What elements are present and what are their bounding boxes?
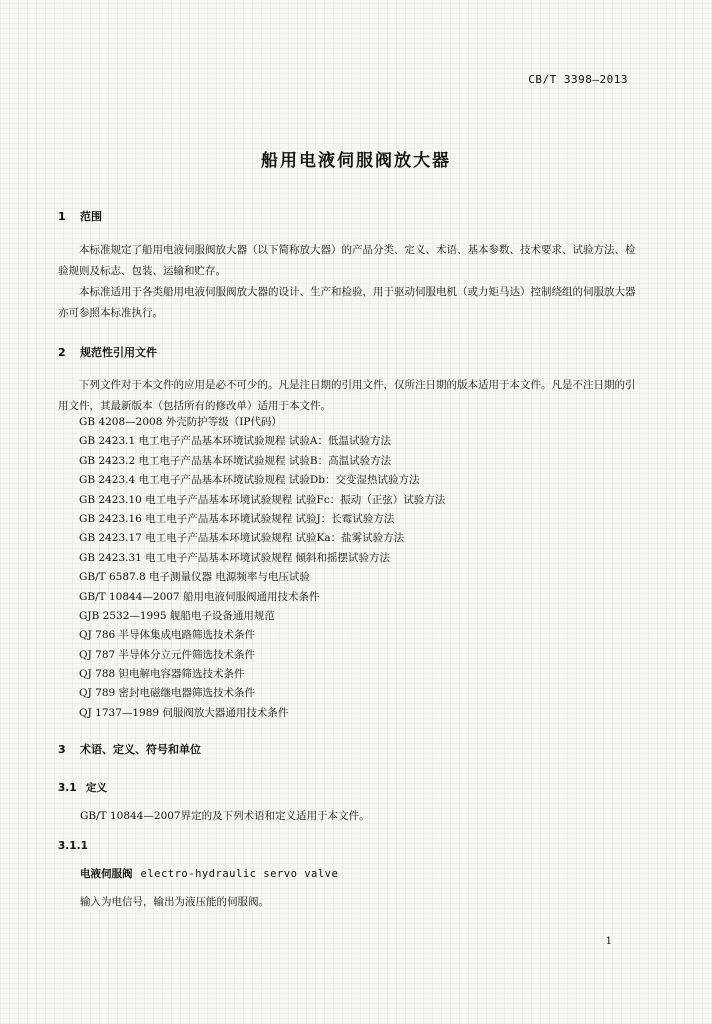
reference-item: QJ 787 半导体分立元件筛选技术条件 — [79, 648, 256, 661]
term-entry — [80, 866, 338, 881]
section-2-heading — [58, 344, 157, 360]
section-3-heading — [58, 741, 201, 757]
normative-intro: 下列文件对于本文件的应用是必不可少的。凡是注日期的引用文件，仅所注日期的版本适用于本文件。凡是不注日期的引用文件，其最新版本（包括所有的修改单）适用于本文件。 — [58, 379, 636, 412]
reference-list — [79, 413, 445, 723]
reference-item: GB 2423.31 电工电子产品基本环境试验规程 倾斜和摇摆试验方法 — [79, 551, 391, 564]
subsection-title: 定义 — [86, 782, 107, 794]
section-number: 3 — [58, 743, 66, 756]
subsection-3-1-heading — [58, 780, 107, 795]
section-1-heading — [58, 208, 102, 224]
section-number: 1 — [58, 210, 66, 223]
term-english: electro-hydraulic servo valve — [140, 868, 339, 880]
section-title: 规范性引用文件 — [80, 346, 157, 359]
reference-item: GB 2423.2 电工电子产品基本环境试验规程 试验B：高温试验方法 — [79, 454, 392, 467]
term-number: 3.1.1 — [58, 840, 88, 852]
definition-intro: GB/T 10844—2007界定的及下列术语和定义适用于本文件。 — [80, 810, 370, 822]
reference-item: QJ 786 半导体集成电路筛选技术条件 — [79, 629, 256, 642]
term-chinese: 电液伺服阀 — [80, 868, 133, 880]
scope-paragraph-2: 本标准适用于各类船用电液伺服阀放大器的设计、生产和检验，用于驱动伺服电机（或力矩马达）控制绕组的伺服放大器亦可参照本标准执行。 — [58, 286, 636, 319]
subsection-number: 3.1 — [58, 782, 77, 794]
reference-item: GJB 2532—1995 舰船电子设备通用规范 — [79, 609, 275, 622]
term-definition: 输入为电信号，输出为液压能的伺服阀。 — [80, 896, 269, 908]
section-title: 术语、定义、符号和单位 — [80, 743, 201, 756]
reference-item: GB 2423.1 电工电子产品基本环境试验规程 试验A：低温试验方法 — [79, 435, 391, 448]
reference-item: GB 2423.4 电工电子产品基本环境试验规程 试验Db：交变湿热试验方法 — [79, 474, 420, 487]
reference-item: GB 2423.17 电工电子产品基本环境试验规程 试验Ka：盐雾试验方法 — [79, 532, 405, 545]
reference-item: GB 2423.10 电工电子产品基本环境试验规程 试验Fc：振动（正弦）试验方法 — [79, 493, 446, 506]
reference-item: GB 2423.16 电工电子产品基本环境试验规程 试验J：长霉试验方法 — [79, 512, 395, 525]
reference-item: QJ 789 密封电磁继电器筛选技术条件 — [79, 687, 256, 700]
document-title: 船用电液伺服阀放大器 — [261, 151, 451, 171]
reference-item: QJ 1737—1989 伺服阀放大器通用技术条件 — [79, 706, 289, 719]
section-title: 范围 — [80, 210, 102, 223]
page-number: 1 — [605, 936, 612, 947]
section-number: 2 — [58, 346, 66, 359]
standard-code: CB/T 3398—2013 — [528, 73, 628, 86]
scope-paragraph-1: 本标准规定了船用电液伺服阀放大器（以下简称放大器）的产品分类、定义、术语、基本参数、技术要求、试验方法、检验规则及标志、包装、运输和贮存。 — [58, 244, 636, 277]
reference-item: QJ 788 钽电解电容器筛选技术条件 — [79, 668, 245, 681]
reference-item: GB/T 6587.8 电子测量仪器 电源频率与电压试验 — [79, 571, 310, 584]
reference-item: GB/T 10844—2007 船用电液伺服阀通用技术条件 — [79, 590, 320, 603]
reference-item: GB 4208—2008 外壳防护等级（IP代码） — [79, 416, 282, 428]
